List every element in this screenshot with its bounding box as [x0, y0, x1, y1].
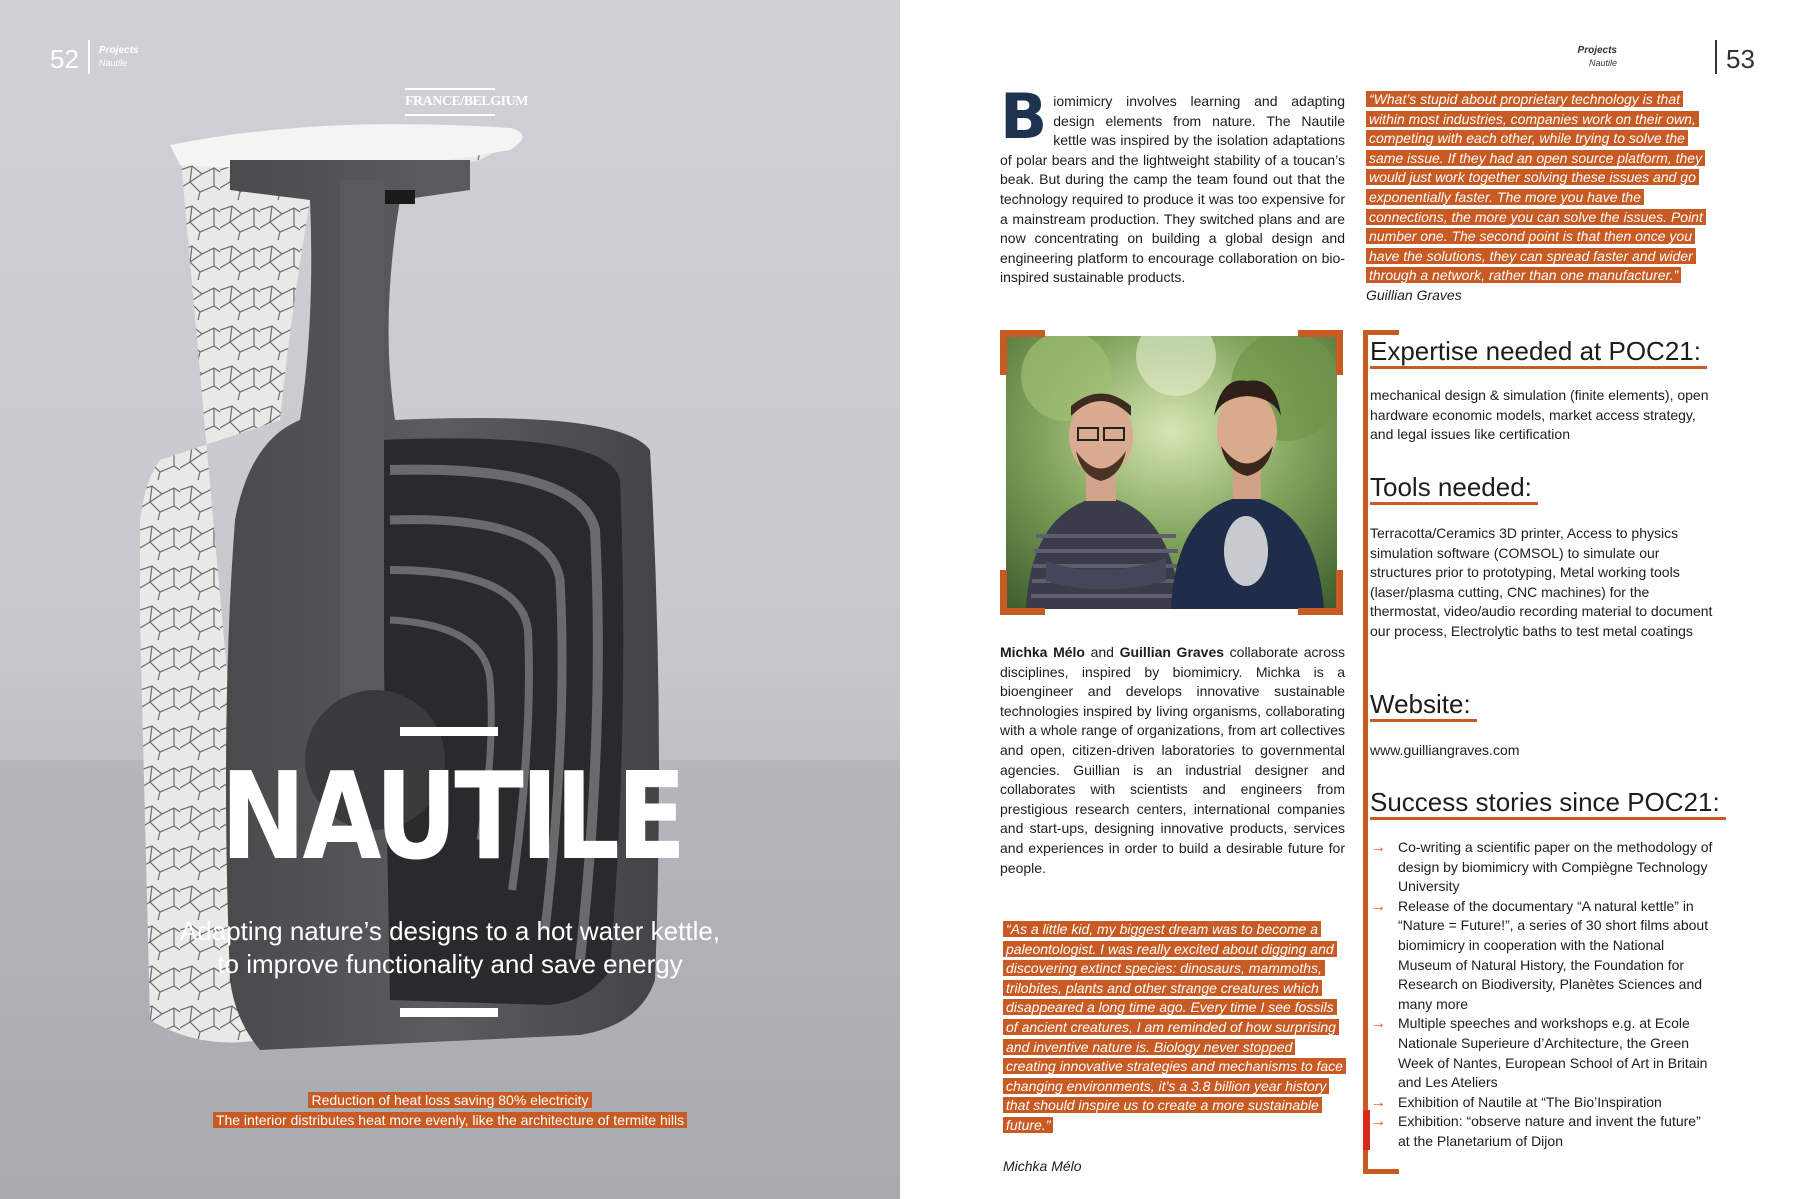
quote-author: Guillian Graves	[1366, 286, 1462, 303]
article-subtitle	[150, 915, 750, 981]
subtitle-line: Adapting nature’s designs to a hot water kettle,	[179, 916, 721, 946]
pull-quote-bottom	[1003, 920, 1343, 1136]
intro-text: iomimicry involves learning and adapting design elements from nature. The Nautile kettle was inspired by the isolation adaptations of polar bears and the lightweight stability of a toucan’s beak. But during the camp the team found out that the technology required to produce it was too expensive for a mainstream production. They switched plans and are now concentrating on building a global design and engineering platform to encourage collaboration on bio-inspired sustainable products.	[1000, 93, 1345, 286]
caption-line: Reduction of heat loss saving 80% electricity	[308, 1092, 591, 1108]
expertise-heading: Expertise needed at POC21:	[1370, 336, 1707, 369]
website-heading: Website:	[1370, 689, 1477, 722]
list-item	[1370, 1014, 1715, 1092]
arrow-right-icon: →	[1370, 839, 1386, 856]
tools-heading: Tools needed:	[1370, 472, 1538, 505]
subsection-label: Nautile	[99, 58, 128, 68]
list-item	[1370, 1093, 1715, 1113]
success-heading: Success stories since POC21:	[1370, 787, 1726, 820]
quote-text: “As a little kid, my biggest dream was to become a paleontologist. I was really excited about digging and discovering extinct species: dinosaurs, mammoths, trilobites, plants and other strange creatures which disappeared a long time ago. Every time I see fossils of ancient creatures, I am reminded of how surprising and inventive nature is. Biology never stopped creating innovative strategies and mechanisms to face changing environments, it’s a 3.8 billion year history that should inspire us to create a more sustainable future.”	[1003, 921, 1346, 1133]
article-title: NAUTILE	[220, 748, 683, 887]
quote-author: Michka Mélo	[1003, 1158, 1082, 1174]
bio-name: Guillian Graves	[1119, 644, 1225, 660]
frame-corner	[1298, 330, 1343, 375]
intro-paragraph	[1000, 80, 1345, 288]
list-item-text: Release of the documentary “A natural kettle” in “Nature = Future!”, a series of 30 short films about biomimicry in cooperation with the National Museum of Natural History, the Foundation for Research on Biodiversity, Planètes Sciences and many more	[1398, 897, 1709, 1012]
portrait-photo-frame	[1000, 330, 1343, 615]
subtitle-line: to improve functionality and save energy	[217, 949, 683, 979]
frame-corner	[1298, 570, 1343, 615]
bio-connector: and	[1084, 644, 1120, 660]
success-list	[1370, 838, 1715, 1152]
drop-cap: B	[1000, 80, 1048, 153]
arrow-right-icon: →	[1370, 897, 1386, 915]
page-number-divider	[1715, 40, 1717, 74]
list-item-text: Co-writing a scientific paper on the methodology of design by biomimicry with Compiègne Technology University	[1398, 839, 1713, 895]
title-rule-top	[400, 727, 498, 736]
list-item-text: Exhibition of Nautile at “The Bio’Inspiration	[1398, 1093, 1662, 1110]
list-item-text: Exhibition: “observe nature and invent the future” at the Planetarium of Dijon	[1398, 1113, 1701, 1149]
section-label: Projects	[1577, 45, 1617, 56]
pull-quote-top	[1366, 90, 1714, 306]
arrow-right-icon: →	[1370, 1015, 1386, 1033]
arrow-right-icon: →	[1370, 1113, 1386, 1131]
page-number: 53	[1726, 44, 1755, 74]
quote-text: “What’s stupid about proprietary technology is that within most industries, companies work on their own, competing with each other, while trying to solve the same issue. If they had an open source platform, they would just work together solving these issues and go exponentially faster. The more you have the connections, the more you can solve the issues. Point number one. The second point is that then once you have the solutions, they can spread faster and wider through a network, rather than one manufacturer.”	[1366, 91, 1706, 283]
bio-text: collaborate across disciplines, inspired by biomimicry. Michka is a bioengineer and develops innovative sustainable technologies inspired by living organisms, collaborating with a whole range of organizations, from art collectives and open, citizen-driven laboratories to governmental agencies. Guillian is an industrial designer and collaborates with scientists and engineers from prestigious research centers, international companies and start-ups, designing innovative products, services and experiences in order to build a desirable future for people.	[1000, 644, 1346, 876]
portrait-photo	[1006, 336, 1337, 609]
arrow-right-icon: →	[1370, 1093, 1386, 1111]
sidebar-rule-top	[1363, 330, 1399, 335]
list-item-text: Multiple speeches and workshops e.g. at Ecole Nationale Superieure d’Architecture, the Green Week of Nantes, European School of Art in Britain and Les Ateliers	[1398, 1015, 1708, 1091]
list-item	[1370, 838, 1715, 897]
bio-paragraph	[1000, 643, 1345, 878]
title-rule-bottom	[400, 1008, 498, 1017]
list-item	[1370, 897, 1715, 1015]
frame-corner	[1000, 570, 1045, 615]
photo-caption	[180, 1090, 720, 1130]
sidebar-rule	[1363, 330, 1368, 1174]
country-tag: FRANCE/BELGIUM	[405, 88, 495, 116]
page-number-divider	[88, 40, 90, 74]
page-number: 52	[50, 44, 79, 74]
frame-corner	[1000, 330, 1045, 375]
section-label: Projects	[99, 45, 139, 56]
bio-name: Michka Mélo	[1000, 644, 1085, 660]
right-page	[900, 0, 1800, 1199]
website-link[interactable]: www.guilliangraves.com	[1370, 742, 1520, 758]
caption-line: The interior distributes heat more evenly, like the architecture of termite hills	[213, 1112, 687, 1128]
list-item	[1370, 1112, 1715, 1151]
expertise-text: mechanical design & simulation (finite elements), open hardware economic models, market access strategy, and legal issues like certification	[1370, 387, 1709, 443]
sidebar-rule-bottom	[1363, 1169, 1399, 1174]
team-portrait-image	[1006, 336, 1337, 609]
sidebar-accent	[1363, 1110, 1370, 1150]
tools-text: Terracotta/Ceramics 3D printer, Access to physics simulation software (COMSOL) to simulate our structures prior to prototyping, Metal working tools (laser/plasma cutting, CNC machines) for the thermostat, video/audio recording material to document our process, Electrolytic baths to test metal coatings	[1370, 525, 1713, 639]
subsection-label: Nautile	[1588, 58, 1617, 68]
